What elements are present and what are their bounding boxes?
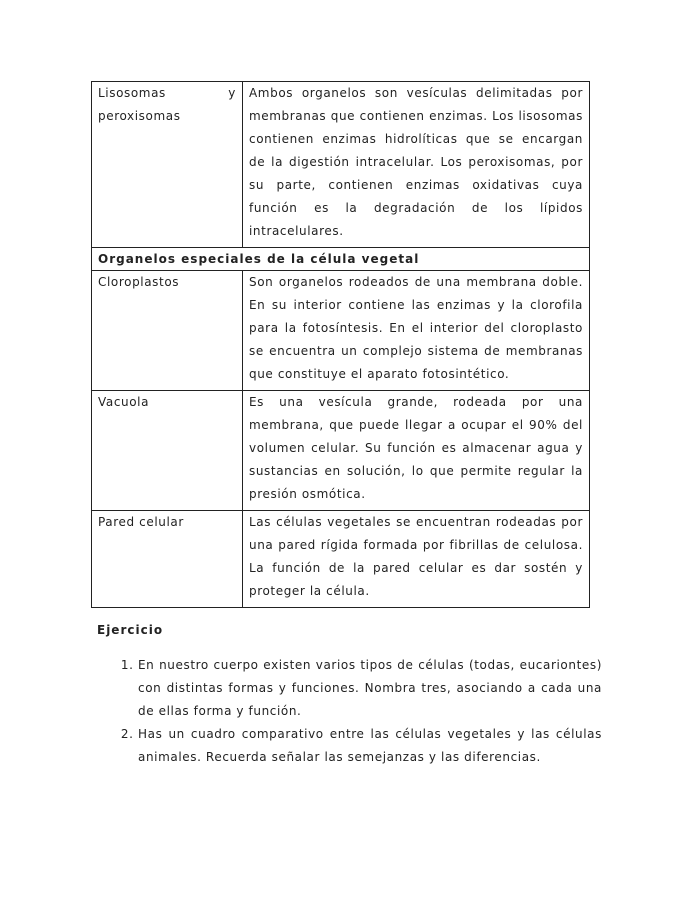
organelles-table [91, 81, 590, 608]
organelle-description: Las células vegetales se encuentran rodeadas por una pared rígida formada por fibrillas de celulosa. La función de la pared celular es dar sostén y proteger la célula. [243, 511, 590, 608]
organelle-name: Vacuola [92, 391, 243, 511]
table-row [92, 391, 590, 511]
section-header-row [92, 248, 590, 271]
organelle-description: Es una vesícula grande, rodeada por una membrana, que puede llegar a ocupar el 90% del volumen celular. Su función es almacenar agua y sustancias en solución, lo que permite regular la presión osmótica. [243, 391, 590, 511]
organelle-description: Ambos organelos son vesículas delimitadas por membranas que contienen enzimas. Los lisosomas contienen enzimas hidrolíticas que se encargan de la digestión intracelular. Los peroxisomas, por su parte, contienen enzimas oxidativas cuya función es la degradación de los lípidos intracelulares. [243, 82, 590, 248]
exercise-list [97, 654, 602, 769]
organelle-name: Lisosomas y peroxisomas [92, 82, 243, 248]
table-row [92, 511, 590, 608]
table-row [92, 82, 590, 248]
organelle-description: Son organelos rodeados de una membrana doble. En su interior contiene las enzimas y la clorofila para la fotosíntesis. En el interior del cloroplasto se encuentra un complejo sistema de membranas que constituye el aparato fotosintético. [243, 271, 590, 391]
organelle-name: Cloroplastos [92, 271, 243, 391]
section-header: Organelos especiales de la célula vegetal [92, 248, 590, 271]
table-row [92, 271, 590, 391]
exercise-item: 2. Has un cuadro comparativo entre las células vegetales y las células animales. Recuerda señalar las semejanzas y las diferencias. [138, 723, 602, 769]
organelle-name: Pared celular [92, 511, 243, 608]
exercise-title: Ejercicio [97, 623, 164, 637]
exercise-item: 1. En nuestro cuerpo existen varios tipos de células (todas, eucariontes) con distintas formas y funciones. Nombra tres, asociando a cada una de ellas forma y función. [138, 654, 602, 723]
